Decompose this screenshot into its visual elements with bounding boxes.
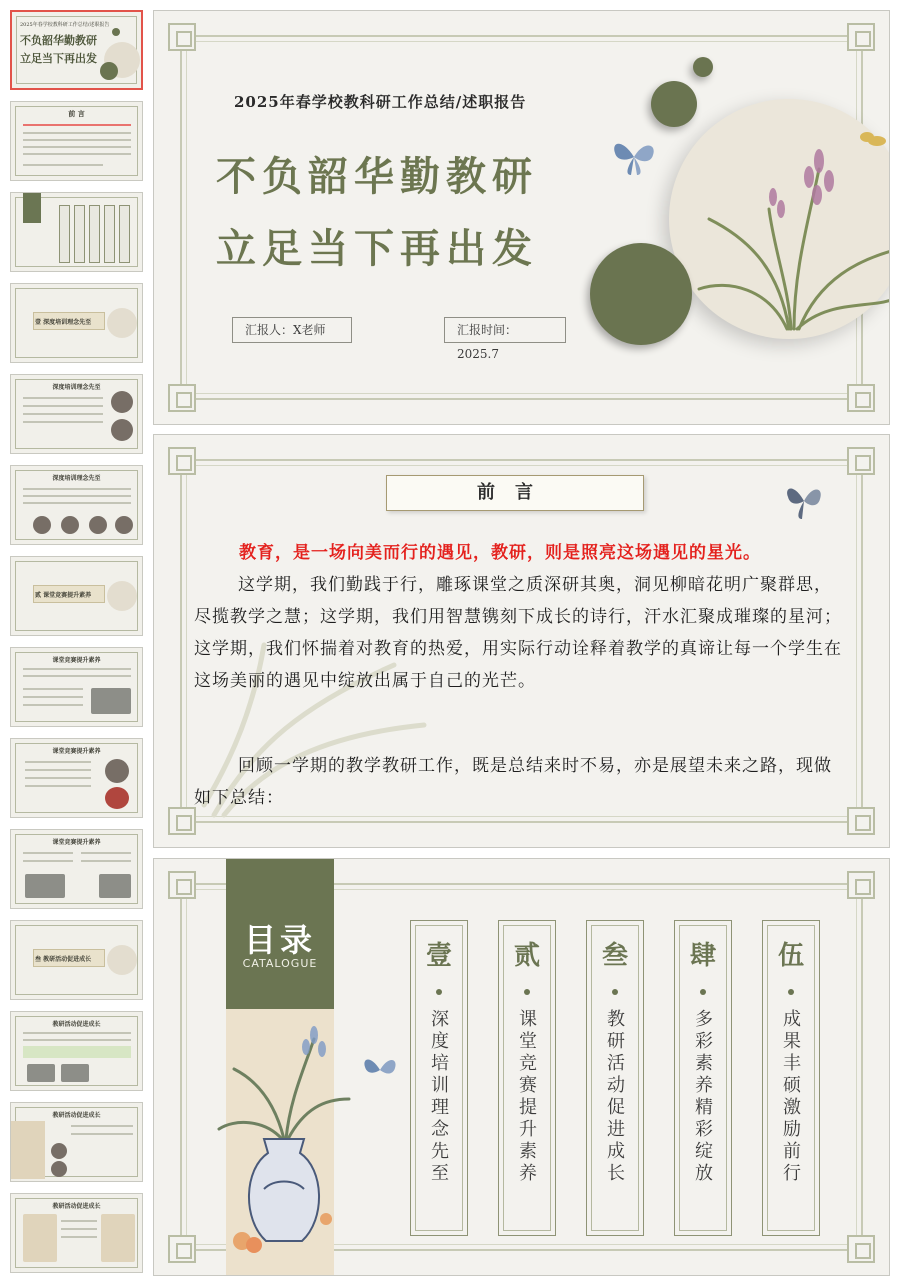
thumbnail-text-line <box>81 860 131 862</box>
thumbnail-slide-10[interactable] <box>10 829 143 909</box>
thumbnail-text-line <box>23 164 103 166</box>
thumbnail-text-line <box>23 153 131 155</box>
thumbnail-text-line <box>23 405 103 407</box>
catalogue-item-number: 肆 <box>689 941 716 971</box>
corner-ornament <box>847 871 875 899</box>
cover-title-line-2: 立足当下再出发 <box>216 225 538 272</box>
thumbnail-photo <box>25 874 65 898</box>
thumbnail-circle <box>107 945 137 975</box>
thumbnail-slide-9[interactable] <box>10 738 143 818</box>
thumbnail-band <box>11 1121 45 1179</box>
thumbnail-text-line <box>23 132 131 134</box>
catalogue-item-3[interactable] <box>586 920 644 1236</box>
thumbnail-column <box>59 205 70 263</box>
thumbnail-band <box>23 1046 131 1058</box>
catalogue-item-number: 伍 <box>777 941 804 971</box>
thumbnail-title: 前 言 <box>68 109 85 118</box>
catalogue-item-1[interactable] <box>410 920 468 1236</box>
thumbnail-circle <box>112 28 120 36</box>
corner-ornament <box>168 1235 196 1263</box>
thumbnail-text-line <box>23 852 73 854</box>
thumbnail-photo <box>105 787 129 809</box>
corner-ornament <box>168 23 196 51</box>
thumbnail-title: 不负韶华勤教研 <box>20 34 97 47</box>
thumbnail-text-line <box>23 696 83 698</box>
thumbnail-photo <box>51 1143 67 1159</box>
preface-paragraph-1: 这学期，我们勤践于行，雕琢课堂之质深研其奥，洞见柳暗花明广聚群思，尽揽教学之慧；这学期，我们用智慧镌刻下成长的诗行，汗水汇聚成璀璨的星河；这学期，我们怀揣着对教育的热爱，用实际行动诠释着教学的真谛让每一个学生在这场美丽的遇见中绽放出属于自己的光芒。 <box>194 575 842 691</box>
slide-preface[interactable] <box>153 434 890 848</box>
preface-paragraph-2: 回顾一学期的教学教研工作，既是总结来时不易，亦是展望未来之路，现做如下总结： <box>194 756 832 808</box>
thumbnail-photo <box>27 1064 55 1082</box>
thumbnail-text-line <box>23 488 131 490</box>
thumbnail-slide-1[interactable] <box>10 10 143 90</box>
thumbnail-text-line <box>23 704 83 706</box>
corner-ornament <box>168 384 196 412</box>
thumbnail-photo <box>111 391 133 413</box>
thumbnail-title: 课堂竞赛提升素养 <box>52 657 101 664</box>
thumbnail-band <box>23 193 41 223</box>
orchid-circle-decoration <box>669 99 890 339</box>
thumbnail-slide-7[interactable] <box>10 556 143 636</box>
thumbnail-text-line <box>23 146 131 148</box>
thumbnail-text-line <box>23 124 131 126</box>
green-circle-decoration <box>693 57 713 77</box>
thumbnail-text-line <box>23 688 83 690</box>
preface-heading: 前言 <box>386 475 644 511</box>
thumbnail-photo <box>89 516 107 534</box>
thumbnail-slide-11[interactable] <box>10 920 143 1000</box>
thumbnail-text-line <box>61 1220 97 1222</box>
orchid-illustration <box>669 99 890 339</box>
green-circle-decoration <box>651 81 697 127</box>
corner-ornament <box>847 384 875 412</box>
catalogue-item-number: 叁 <box>601 941 628 971</box>
thumbnail-text-line <box>71 1125 133 1127</box>
thumbnail-slide-8[interactable] <box>10 647 143 727</box>
thumbnail-text-line <box>23 397 103 399</box>
catalogue-item-text: 课堂竞赛提升素养 <box>516 1009 537 1185</box>
catalogue-item-text: 教研活动促进成长 <box>604 1009 625 1185</box>
thumbnail-text-line <box>23 1039 131 1041</box>
catalogue-item-dot <box>524 989 530 995</box>
thumbnail-scroll <box>23 1214 57 1262</box>
thumbnail-text-line <box>25 761 91 763</box>
thumbnail-column <box>104 205 115 263</box>
thumbnail-text-line <box>81 852 131 854</box>
thumbnail-text-line <box>23 668 131 670</box>
catalogue-item-number: 壹 <box>425 941 452 971</box>
butterfly-icon <box>782 481 826 521</box>
butterfly-icon <box>360 1053 400 1087</box>
thumbnail-title: 教研活动促进成长 <box>52 1112 101 1119</box>
thumbnail-circle <box>100 62 118 80</box>
green-circle-decoration <box>590 243 692 345</box>
thumbnail-slide-5[interactable] <box>10 374 143 454</box>
catalogue-subtitle: CATALOGUE <box>242 957 318 970</box>
preface-highlight: 教育，是一场向美而行的遇见，教研，则是照亮这场遇见的星光。 <box>239 543 761 563</box>
thumbnail-text-line <box>61 1236 97 1238</box>
thumbnail-title: 课堂竞赛提升素养 <box>52 839 101 846</box>
catalogue-item-dot <box>436 989 442 995</box>
corner-ornament <box>847 23 875 51</box>
thumbnail-slide-6[interactable] <box>10 465 143 545</box>
cover-title-line-1: 不负韶华勤教研 <box>216 153 538 200</box>
report-subtitle: 2025年春学校教科研工作总结/述职报告 <box>234 93 527 111</box>
thumbnail-slide-2[interactable] <box>10 101 143 181</box>
slide-cover[interactable] <box>153 10 890 425</box>
corner-ornament <box>847 807 875 835</box>
catalogue-item-2[interactable] <box>498 920 556 1236</box>
thumbnail-slide-13[interactable] <box>10 1102 143 1182</box>
corner-ornament <box>168 447 196 475</box>
corner-ornament <box>168 871 196 899</box>
thumbnail-text-line <box>71 1133 133 1135</box>
thumbnail-text-line <box>61 1228 97 1230</box>
thumbnail-photo <box>61 1064 89 1082</box>
thumbnail-photo <box>33 516 51 534</box>
thumbnail-title: 深度培训理念先至 <box>52 475 101 482</box>
thumbnail-title: 深度培训理念先至 <box>52 384 101 391</box>
thumbnail-photo <box>105 759 129 783</box>
thumbnail-text-line <box>25 769 91 771</box>
thumbnail-text-line <box>25 777 91 779</box>
slide-catalogue[interactable] <box>153 858 890 1276</box>
thumbnail-circle <box>107 581 137 611</box>
thumbnail-photo <box>115 516 133 534</box>
vase-illustration <box>214 1019 354 1259</box>
thumbnail-slide-12[interactable] <box>10 1011 143 1091</box>
catalogue-item-4[interactable] <box>674 920 732 1236</box>
thumbnail-title: 叁 教研活动促进成长 <box>35 956 92 963</box>
thumbnail-photo <box>61 516 79 534</box>
reporter-label: 汇报人：X老师 <box>232 317 352 343</box>
thumbnail-slide-4[interactable] <box>10 283 143 363</box>
thumbnail-column <box>119 205 130 263</box>
catalogue-item-dot <box>700 989 706 995</box>
slide-thumbnail-panel <box>0 0 150 1286</box>
thumbnail-text-line <box>23 139 131 141</box>
catalogue-item-dot <box>612 989 618 995</box>
corner-ornament <box>847 1235 875 1263</box>
thumbnail-title: 课堂竞赛提升素养 <box>52 748 101 755</box>
thumbnail-photo <box>51 1161 67 1177</box>
thumbnail-text-line <box>23 413 103 415</box>
thumbnail-circle <box>107 308 137 338</box>
thumbnail-title: 壹 深度培训理念先至 <box>35 319 92 326</box>
corner-ornament <box>847 447 875 475</box>
thumbnail-title: 教研活动促进成长 <box>52 1021 101 1028</box>
catalogue-title: 目录 <box>243 921 316 959</box>
thumbnail-text-line <box>23 502 131 504</box>
thumbnail-photo <box>99 874 131 898</box>
catalogue-item-dot <box>788 989 794 995</box>
thumbnail-slide-14[interactable] <box>10 1193 143 1273</box>
thumbnail-text-line <box>25 785 91 787</box>
thumbnail-title: 教研活动促进成长 <box>52 1203 101 1210</box>
thumbnail-title: 贰 课堂竞赛提升素养 <box>35 592 92 599</box>
corner-ornament <box>168 807 196 835</box>
thumbnail-text-line <box>23 421 103 423</box>
butterfly-icon <box>609 135 659 179</box>
thumbnail-title: 立足当下再出发 <box>20 52 97 65</box>
thumbnail-slide-3[interactable] <box>10 192 143 272</box>
catalogue-item-text: 成果丰硕激励前行 <box>780 1009 801 1185</box>
catalogue-item-text: 深度培训理念先至 <box>428 1009 449 1185</box>
thumbnail-text-line <box>23 860 73 862</box>
thumbnail-photo <box>91 688 131 714</box>
thumbnail-subtitle: 2025年春学校教科研工作总结/述职报告 <box>20 22 110 28</box>
catalogue-item-text: 多彩素养精彩绽放 <box>692 1009 713 1185</box>
thumbnail-column <box>89 205 100 263</box>
thumbnail-text-line <box>23 1032 131 1034</box>
catalogue-item-number: 贰 <box>513 941 540 971</box>
thumbnail-scroll <box>101 1214 135 1262</box>
thumbnail-text-line <box>23 495 131 497</box>
thumbnail-column <box>74 205 85 263</box>
catalogue-item-5[interactable] <box>762 920 820 1236</box>
report-time-label: 汇报时间：2025.7 <box>444 317 566 343</box>
thumbnail-photo <box>111 419 133 441</box>
thumbnail-text-line <box>23 675 131 677</box>
